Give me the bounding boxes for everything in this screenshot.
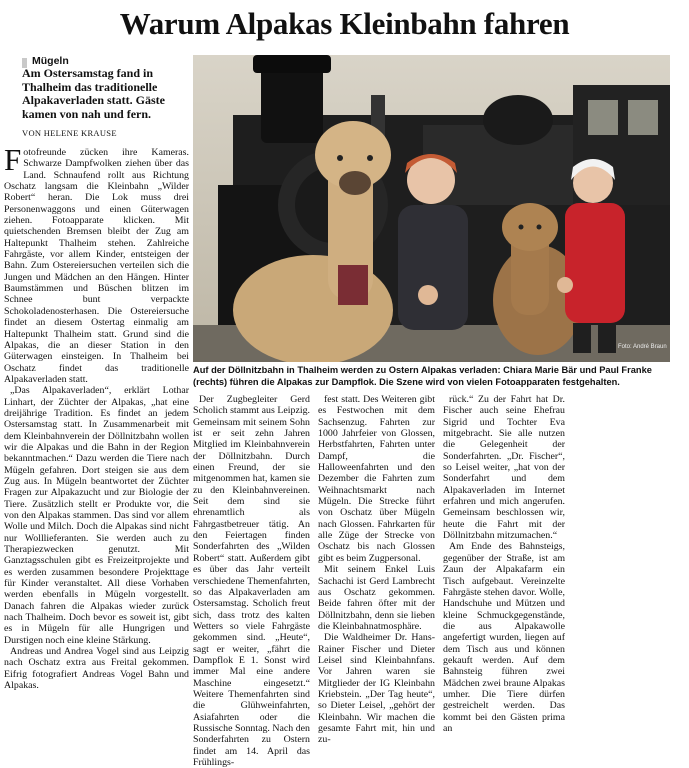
- text-column-3: [318, 394, 435, 746]
- byline: VON HELENE KRAUSE: [22, 128, 117, 138]
- paragraph: rück.“ Zu der Fahrt hat Dr. Fischer auch seine Ehefrau Sigrid und Tochter Eva mitgebracht. Sie alle nutzen die Gelegenheit der Sonderfahrten. „Dr. Fischer“, so Leisel weiter, „hat von der Sonderfahrt und dem Alpakaverladen im Internet erfahren und mich angerufen. Gemeinsam beschlossen wir, heute die Fahrt mit der Döllnitzbahn mitzumachen.“: [443, 394, 565, 542]
- photo-credit: Foto: André Braun: [618, 344, 667, 350]
- paragraph: Am Ende des Bahnsteigs, gegenüber der Straße, ist am Zaun der Alpakafarm ein Tisch aufgebaut. Vereinzelte Fahrgäste stehen davor. Wolle, Handschuhe und Mützen und kleine Schmuckgegenstände, die aus Alpakawolle angefertigt wurden, liegen auf dem Tisch aus und können gekauft werden. Auf dem Bahnsteig führen zwei Mädchen zwei braune Alpakas umher. Die Tiere dürfen gestreichelt werden. Das kommt bei den Gästen prima an: [443, 541, 565, 734]
- location-label: Mügeln: [32, 55, 69, 67]
- paragraph: Mit seinem Enkel Luis Sachachi ist Gerd Lambrecht aus Oschatz gekommen. Beide fahren öfter mit der Döllnitzbahn, denn sie lieben die Kleinbahnatmosphäre.: [318, 564, 435, 632]
- text-column-4: [443, 394, 565, 734]
- text-column-2: [193, 394, 310, 768]
- text-column-1: [4, 142, 189, 692]
- paragraph: Die Waldheimer Dr. Hans-Rainer Fischer und Dieter Leisel sind Kleinbahnfans. Vor Jahren waren sie Mitglieder der IG Kleinbahn Kriebstein. „Der Tag heute“, so Dieter Leisel, „gehört der Kleinbahn. Wir machen die gesamte Fahrt mit, hin und zu-: [318, 632, 435, 746]
- headline: Warum Alpakas Kleinbahn fahren: [119, 6, 570, 41]
- article-photo: [193, 55, 670, 362]
- paragraph: Fotofreunde zücken ihre Kameras. Schwarze Dampfwolken ziehen über das Land. Schnaufend rollt aus Richtung Oschatz langsam die Kleinbahn „Wilder Robert“ heran. Die Lok muss drei Personenwaggons und einen Güterwagen ziehen. Fotoapparate klicken. Mit quietschenden Bremsen bleibt der Zug am Haltepunkt Thalheim stehen. Zahlreiche Fahrgäste, vor allem Kinder, entsteigen der Bahn. Zum Ostereiersuchen verteilen sich die Jungen und Mädchen an den Hängen. Hinter Baumstämmen und Büschen blitzen im Schnee bunt verpackte Schokoladenosterhasen. Die Ostereiersuche findet an diesem Ostertag einmalig am Haltepunkt Thalheim statt. Grund sind die Alpakas, die an dieser Station in den Güterwagen einsteigen. In Thalheim bei Oschatz findet das traditionelle Alpakaverladen statt.: [4, 142, 189, 385]
- paragraph: Andreas und Andrea Vogel sind aus Leipzig nach Oschatz extra aus Freital gekommen. Eifrig fotografiert Andreas Vogel Bahn und Alpakas.: [4, 646, 189, 692]
- photo-illustration: [193, 55, 670, 362]
- teaser: Am Ostersamstag fand in Thalheim das traditionelle Alpakaverladen statt. Gäste kamen von nah und fern.: [22, 66, 165, 121]
- photo-caption: Auf der Döllnitzbahn in Thalheim werden zu Ostern Alpakas verladen: Chiara Marie Bär und Paul Franke (rechts) führen die Alpakas zur Dampflok. Die Szene wird von vielen Fotoapparaten festgehalten.: [193, 365, 652, 387]
- paragraph: fest statt. Des Weiteren gibt es Festwochen mit dem Sachsenzug. Fahrten zur 1000 Jahrfeier von Glossen, Herbstfahrten, Fahrten unter Dampf, die Halloweenfahrten und den Dezember die Fahrten zum Weihnachtsmarkt nach Mügeln. Die Strecke führt von Oschatz über Mügeln nach Glossen. Fahrkarten für alle Züge der Strecke von Oschatz bis nach Glossen gibt es beim Zugpersonal.: [318, 394, 435, 564]
- paragraph: Der Zugbegleiter Gerd Scholich stammt aus Leipzig. Gemeinsam mit seinem Sohn ist er seit zehn Jahren Mitglied im Kleinbahnverein der Döllnitzbahn. Durch einen Freund, der sie mitgenommen hat, kamen sie zu den Kleinbahnvereinen. Seit dem sind sie ehrenamtlich als Fahrgastbetreuer tätig. An den Feiertagen finden Sonderfahrten des „Wilden Robert“ statt. Außerdem gibt es über das Jahr verteilt verschiedene Themenfahrten, so das Alpakaverladen am Ostersamstag. Scholich freut sich, dass trotz des kalten Wetters so viele Fahrgäste gekommen sind. „Heute“, sagt er weiter, „fährt die Dampflok E 1. Sonst wird immer Mal eine andere Maschine eingesetzt.“ Weitere Themenfahrten sind die Glühweinfahrten, Asiafahrten oder die Russische Sonntag. Nach den Sonderfahrten zu Ostern findet am 14. April das Frühlings-: [193, 394, 310, 768]
- drop-cap: F: [4, 142, 22, 177]
- paragraph: „Das Alpakaverladen“, erklärt Lothar Linhart, der Züchter der Alpakas, „hat eine dreijährige Tradition. Es findet an jedem Ostersamstag statt. In Zusammenarbeit mit dem Kleinbahnverein der Döllnitzbahn wollen wir die Alpakas und die Bahn in der Region bekanntmachen.“ Dazu werden die Tiere nach Mügeln gefahren. Dort steigen sie aus dem Zug aus. In Mügeln beantwortet der Züchter Fragen zur Alpakazucht und zur Biologie der Tiere. Zusätzlich stellt er Produkte vor, die von den Alpakas stammen. Das sind vor allem Wolle und Milch. Doch die Alpakas sind nicht nur Wolllieferanten. Sie werden auch zu Therapiezwecken genutzt. Mit Ganztagsschulen gibt es Freizeitprojekte und es werden zusammen besondere Projekttage für Kinder veranstaltet. All diese Vorhaben werden ebenfalls in Mügeln vorgestellt. Danach fahren die Alpakas wieder zurück nach Thalheim. Doch bevor es soweit ist, gibt es in Mügeln für alle Hungrigen und Durstigen noch eine kleine Stärkung.: [4, 385, 189, 646]
